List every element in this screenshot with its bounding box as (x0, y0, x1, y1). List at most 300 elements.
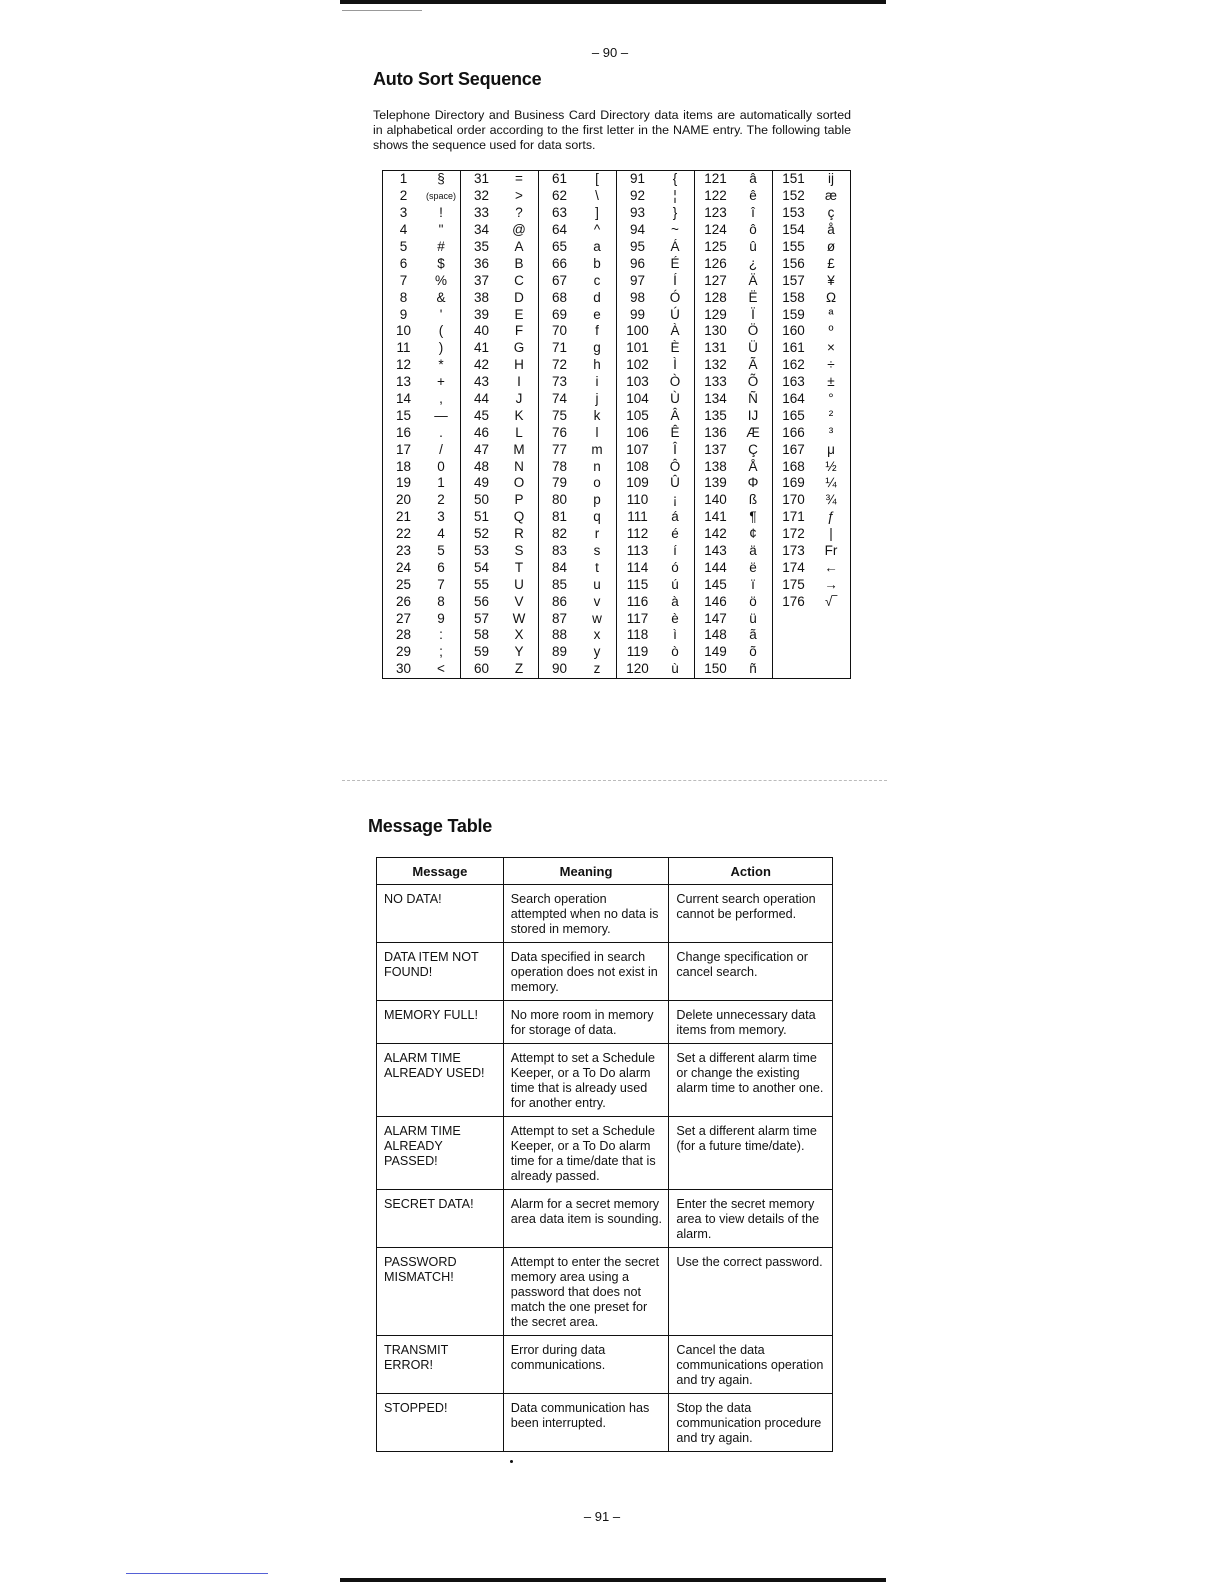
sort-order-number: 68 (551, 289, 568, 305)
sort-character: # (422, 239, 461, 256)
sort-character: √‾ (812, 593, 851, 610)
sort-character: å (812, 222, 851, 239)
sort-character: ê (734, 188, 773, 205)
message-action-cell: Stop the data communication procedure and try again. (669, 1394, 833, 1452)
sort-character: Q (500, 509, 539, 526)
sort-order-number: 157 (782, 272, 805, 288)
sort-order-number: 43 (473, 374, 490, 390)
sort-character: 8 (422, 593, 461, 610)
sort-table-row (383, 323, 851, 340)
sort-character: → (812, 576, 851, 593)
sort-character: ¼ (812, 475, 851, 492)
sort-character: ± (812, 374, 851, 391)
sort-character: é (656, 526, 695, 543)
sort-order-number: 63 (551, 205, 568, 221)
sort-character: ø (812, 239, 851, 256)
sort-order-number: 33 (473, 205, 490, 221)
sort-character: Ñ (734, 391, 773, 408)
sort-order-number: 162 (782, 357, 805, 373)
sort-order-number: 175 (782, 576, 805, 592)
sort-order-number: 7 (399, 272, 408, 288)
sort-order-number: 115 (626, 576, 649, 592)
sort-order-number (773, 610, 813, 627)
sort-order-number: 62 (551, 188, 568, 204)
sort-character: Ç (734, 441, 773, 458)
sort-character: I (500, 374, 539, 391)
sort-table-row (383, 171, 851, 188)
header-action: Action (669, 858, 833, 885)
sort-sequence-table (382, 170, 851, 679)
sort-order-number: 125 (704, 239, 727, 254)
sort-character: > (500, 188, 539, 205)
sort-character: ë (734, 559, 773, 576)
sort-character: Æ (734, 424, 773, 441)
sort-character: ! (422, 205, 461, 222)
message-message-cell: STOPPED! (377, 1394, 504, 1452)
cut-line-divider (342, 780, 887, 781)
sort-order-number: 122 (704, 188, 727, 204)
sort-character: × (812, 340, 851, 357)
sort-order-number: 170 (782, 492, 805, 508)
sort-character: g (578, 340, 617, 357)
sort-table-row (383, 340, 851, 357)
sort-character: Â (656, 407, 695, 424)
sort-order-number: 54 (473, 559, 490, 575)
message-message-cell: MEMORY FULL! (377, 1001, 504, 1044)
sort-character: B (500, 255, 539, 272)
sort-table-row (383, 255, 851, 272)
sort-order-number: 28 (395, 627, 412, 643)
sort-order-number: 11 (396, 340, 411, 356)
message-message-cell: PASSWORD MISMATCH! (377, 1248, 504, 1336)
sort-character: ° (812, 391, 851, 408)
sort-table-row (383, 272, 851, 289)
sort-order-number: 148 (704, 627, 727, 643)
sort-character: u (578, 576, 617, 593)
message-row (377, 885, 833, 943)
sort-character: Ï (734, 306, 773, 323)
sort-character: Ö (734, 323, 773, 340)
sort-character: . (422, 424, 461, 441)
sort-order-number: 111 (627, 509, 648, 525)
sort-order-number: 171 (782, 509, 805, 525)
sort-table-row (383, 492, 851, 509)
sort-character: e (578, 306, 617, 323)
sort-order-number: 84 (551, 559, 568, 575)
sort-order-number: 104 (626, 391, 649, 407)
sort-order-number: 18 (395, 458, 412, 474)
sort-character: W (500, 610, 539, 627)
sort-order-number: 4 (399, 222, 408, 238)
sort-character: c (578, 272, 617, 289)
sort-character: J (500, 391, 539, 408)
sort-order-number: 150 (704, 661, 727, 677)
sort-character: r (578, 526, 617, 543)
sort-character: ç (812, 205, 851, 222)
sort-character: Ω (812, 289, 851, 306)
sort-order-number: 140 (704, 492, 727, 508)
sort-character (812, 661, 851, 678)
sort-order-number: 95 (629, 239, 646, 254)
sort-character: [ (578, 171, 617, 188)
message-action-cell: Cancel the data communications operation and try again. (669, 1336, 833, 1394)
sort-character: Z (500, 661, 539, 678)
sort-order-number: 103 (626, 374, 649, 390)
sort-character: P (500, 492, 539, 509)
sort-character: Ò (656, 374, 695, 391)
sort-order-number: 127 (704, 272, 727, 288)
sort-character: 0 (422, 458, 461, 475)
sort-character: a (578, 239, 617, 256)
sort-character: ? (500, 205, 539, 222)
sort-character: ï (734, 576, 773, 593)
sort-order-number: 164 (782, 391, 805, 407)
sort-character: ü (734, 610, 773, 627)
sort-character: t (578, 559, 617, 576)
sort-order-number: 24 (395, 559, 412, 575)
sort-character: ¦ (656, 188, 695, 205)
sort-character: ú (656, 576, 695, 593)
sort-order-number: 38 (473, 289, 490, 305)
sort-order-number: 100 (626, 323, 649, 339)
sort-character: ô (734, 222, 773, 239)
sort-table-row (383, 576, 851, 593)
sort-character: § (422, 171, 461, 188)
sort-order-number: 117 (626, 610, 649, 626)
sort-order-number: 52 (473, 526, 490, 542)
message-action-cell: Change specification or cancel search. (669, 943, 833, 1001)
sort-order-number: 165 (782, 407, 805, 423)
sort-order-number: 20 (395, 492, 412, 508)
sort-table-row (383, 661, 851, 678)
sort-order-number: 173 (782, 543, 805, 559)
sort-order-number: 133 (704, 374, 727, 390)
sort-character: v (578, 593, 617, 610)
sort-order-number: 172 (782, 526, 805, 542)
sort-table-row (383, 407, 851, 424)
sort-order-number: 10 (395, 323, 412, 339)
sort-order-number: 66 (551, 255, 568, 271)
sort-character: 9 (422, 610, 461, 627)
sort-character: p (578, 492, 617, 509)
sort-character: ¥ (812, 272, 851, 289)
sort-order-number: 80 (551, 492, 568, 508)
sort-order-number: 161 (782, 340, 805, 356)
sort-character: ù (656, 661, 695, 678)
message-table (376, 857, 833, 1452)
sort-order-number: 94 (629, 222, 646, 238)
sort-table-row (383, 374, 851, 391)
message-meaning-cell: Data specified in search operation does not exist in memory. (503, 943, 669, 1001)
sort-order-number: 97 (629, 272, 646, 288)
message-message-cell: NO DATA! (377, 885, 504, 943)
sort-order-number: 159 (782, 306, 805, 322)
sort-order-number: 120 (626, 661, 649, 677)
sort-order-number: 89 (551, 644, 568, 660)
sort-character: V (500, 593, 539, 610)
sort-character: < (422, 661, 461, 678)
sort-order-number: 142 (704, 526, 727, 542)
sort-order-number: 12 (395, 357, 412, 373)
sort-order-number: 31 (473, 171, 490, 187)
sort-character: È (656, 340, 695, 357)
sort-character: x (578, 627, 617, 644)
sort-order-number: 58 (473, 627, 490, 643)
header-message: Message (377, 858, 504, 885)
sort-character: £ (812, 255, 851, 272)
sort-character: Ù (656, 391, 695, 408)
sort-order-number: 85 (551, 576, 568, 592)
sort-order-number: 116 (626, 593, 649, 609)
sort-character: ì (656, 627, 695, 644)
sort-character: Ó (656, 289, 695, 306)
sort-order-number: 70 (551, 323, 568, 339)
sort-character: } (656, 205, 695, 222)
sort-table-row (383, 289, 851, 306)
sort-table-row (383, 610, 851, 627)
sort-character: ó (656, 559, 695, 576)
sort-character: ³ (812, 424, 851, 441)
sort-character: o (578, 475, 617, 492)
sort-order-number: 51 (473, 509, 490, 525)
sort-character: ß (734, 492, 773, 509)
sort-order-number: 74 (551, 391, 568, 407)
sort-order-number: 163 (782, 374, 805, 390)
sort-order-number: 14 (395, 391, 412, 407)
sort-character: Õ (734, 374, 773, 391)
message-message-cell: ALARM TIME ALREADY USED! (377, 1044, 504, 1117)
sort-order-number: 113 (626, 543, 649, 559)
sort-order-number: 71 (551, 340, 568, 356)
sort-order-number: 160 (782, 323, 805, 339)
sort-character: ) (422, 340, 461, 357)
sort-character: ² (812, 407, 851, 424)
sort-order-number: 136 (704, 424, 727, 440)
sort-order-number: 19 (395, 475, 412, 491)
sort-order-number: 40 (473, 323, 490, 339)
sort-character: U (500, 576, 539, 593)
sort-order-number: 90 (551, 661, 568, 677)
sort-character: N (500, 458, 539, 475)
sort-order-number: 147 (704, 610, 727, 626)
sort-order-number: 176 (782, 593, 805, 609)
sort-order-number: 101 (626, 340, 649, 356)
bottom-rule (340, 1578, 886, 1582)
sort-character: | (812, 526, 851, 543)
sort-character (812, 610, 851, 627)
sort-character: f (578, 323, 617, 340)
sort-character: Ú (656, 306, 695, 323)
sort-character: ¶ (734, 509, 773, 526)
sort-character: 4 (422, 526, 461, 543)
sort-order-number: 8 (399, 289, 408, 305)
sort-order-number: 5 (399, 239, 408, 254)
sort-order-number: 132 (704, 357, 727, 373)
sort-order-number: 158 (782, 289, 805, 305)
sort-character: â (734, 171, 773, 188)
sort-character: 2 (422, 492, 461, 509)
sort-character: ] (578, 205, 617, 222)
message-message-cell: ALARM TIME ALREADY PASSED! (377, 1117, 504, 1190)
sort-order-number: 76 (551, 424, 568, 440)
sort-character: ( (422, 323, 461, 340)
sort-order-number: 6 (399, 255, 408, 271)
sort-order-number: 105 (626, 407, 649, 423)
sort-order-number: 110 (626, 492, 649, 508)
sort-character: k (578, 407, 617, 424)
sort-character: æ (812, 188, 851, 205)
sort-character: ã (734, 627, 773, 644)
sort-section-title: Auto Sort Sequence (373, 69, 542, 89)
sort-order-number: 27 (395, 610, 412, 626)
sort-character: n (578, 458, 617, 475)
sort-character: A (500, 239, 539, 256)
sort-order-number: 167 (782, 441, 805, 457)
sort-order-number: 37 (473, 272, 490, 288)
sort-character: R (500, 526, 539, 543)
sort-order-number: 152 (782, 188, 805, 204)
sort-order-number: 23 (395, 543, 412, 559)
sort-order-number: 151 (782, 171, 805, 187)
sort-character: ^ (578, 222, 617, 239)
sort-table-row (383, 306, 851, 323)
top-rule (340, 0, 886, 4)
sort-table-row (383, 644, 851, 661)
sort-order-number: 124 (704, 222, 727, 238)
sort-order-number: 64 (551, 222, 568, 238)
sort-order-number: 166 (782, 424, 805, 440)
sort-character: á (656, 509, 695, 526)
sort-order-number: 15 (395, 407, 412, 423)
sort-character: 1 (422, 475, 461, 492)
sort-character: i (578, 374, 617, 391)
sort-character: ¢ (734, 526, 773, 543)
sort-character: ¿ (734, 255, 773, 272)
sort-order-number: 86 (551, 593, 568, 609)
sort-character: Y (500, 644, 539, 661)
sort-order-number: 155 (782, 239, 805, 254)
sort-order-number: 81 (551, 509, 568, 525)
sort-character: b (578, 255, 617, 272)
message-meaning-cell: Attempt to set a Schedule Keeper, or a To Do alarm time for a time/date that is already passed. (503, 1117, 669, 1190)
sort-character: Ü (734, 340, 773, 357)
sort-character: Í (656, 272, 695, 289)
sort-character: ← (812, 559, 851, 576)
sort-table-row (383, 205, 851, 222)
message-action-cell: Use the correct password. (669, 1248, 833, 1336)
message-table-header-row (377, 858, 833, 885)
sort-character: D (500, 289, 539, 306)
sort-order-number: 83 (551, 543, 568, 559)
sort-character: ñ (734, 661, 773, 678)
sort-character: ¾ (812, 492, 851, 509)
sort-character: E (500, 306, 539, 323)
sort-order-number: 41 (473, 340, 490, 356)
sort-table-row (383, 424, 851, 441)
sort-character: Û (656, 475, 695, 492)
sort-character: " (422, 222, 461, 239)
sort-order-number: 138 (704, 458, 727, 474)
sort-order-number: 44 (473, 391, 490, 407)
sort-character: M (500, 441, 539, 458)
sort-order-number: 121 (704, 171, 727, 187)
sort-order-number: 16 (395, 424, 412, 440)
sort-order-number: 118 (626, 627, 649, 643)
sort-character: Ì (656, 357, 695, 374)
sort-order-number: 72 (551, 357, 568, 373)
message-meaning-cell: Error during data communications. (503, 1336, 669, 1394)
sort-character: + (422, 374, 461, 391)
sort-character: Ë (734, 289, 773, 306)
sort-order-number: 107 (626, 441, 649, 457)
sort-character: @ (500, 222, 539, 239)
sort-order-number: 144 (704, 559, 727, 575)
message-action-cell: Delete unnecessary data items from memory. (669, 1001, 833, 1044)
sort-character: ª (812, 306, 851, 323)
sort-character: y (578, 644, 617, 661)
sort-character: F (500, 323, 539, 340)
message-meaning-cell: No more room in memory for storage of data. (503, 1001, 669, 1044)
sort-order-number: 9 (399, 306, 408, 322)
sort-character: d (578, 289, 617, 306)
sort-order-number: 29 (395, 644, 412, 660)
sort-character: î (734, 205, 773, 222)
sort-table-row (383, 441, 851, 458)
sort-character: (space) (422, 188, 461, 205)
sort-character: O (500, 475, 539, 492)
sort-character: ò (656, 644, 695, 661)
sort-character: % (422, 272, 461, 289)
sort-character: = (500, 171, 539, 188)
sort-order-number: 98 (629, 289, 646, 305)
message-row (377, 1190, 833, 1248)
header-meaning: Meaning (503, 858, 669, 885)
message-row (377, 1001, 833, 1044)
sort-character: Ô (656, 458, 695, 475)
sort-order-number: 55 (473, 576, 490, 592)
sort-character: z (578, 661, 617, 678)
sort-character: X (500, 627, 539, 644)
sort-character: : (422, 627, 461, 644)
sort-order-number: 2 (399, 188, 408, 204)
sort-order-number: 17 (395, 441, 412, 457)
sort-order-number: 69 (551, 306, 568, 322)
sort-order-number: 145 (704, 576, 727, 592)
sort-order-number: 25 (395, 576, 412, 592)
sort-character: ' (422, 306, 461, 323)
sort-intro-paragraph: Telephone Directory and Business Card Directory data items are automatically sorted in alphabetical order according to the first letter in the NAME entry. The following table shows the sequence used for data sorts. (373, 108, 851, 153)
sort-order-number: 78 (551, 458, 568, 474)
sort-order-number (773, 661, 813, 678)
sort-order-number: 82 (551, 526, 568, 542)
sort-order-number: 112 (626, 526, 649, 542)
sort-order-number: 137 (704, 441, 727, 457)
message-action-cell: Current search operation cannot be performed. (669, 885, 833, 943)
message-meaning-cell: Attempt to set a Schedule Keeper, or a To Do alarm time that is already used for another entry. (503, 1044, 669, 1117)
message-message-cell: SECRET DATA! (377, 1190, 504, 1248)
sort-order-number: 36 (473, 255, 490, 271)
sort-character: í (656, 543, 695, 560)
sort-character: $ (422, 255, 461, 272)
sort-order-number: 57 (473, 610, 490, 626)
sort-character: ¡ (656, 492, 695, 509)
sort-order-number: 75 (551, 407, 568, 423)
message-message-cell: DATA ITEM NOT FOUND! (377, 943, 504, 1001)
sort-order-number: 48 (473, 458, 490, 474)
sort-character: ; (422, 644, 461, 661)
sort-character: Φ (734, 475, 773, 492)
sort-character: Ã (734, 357, 773, 374)
